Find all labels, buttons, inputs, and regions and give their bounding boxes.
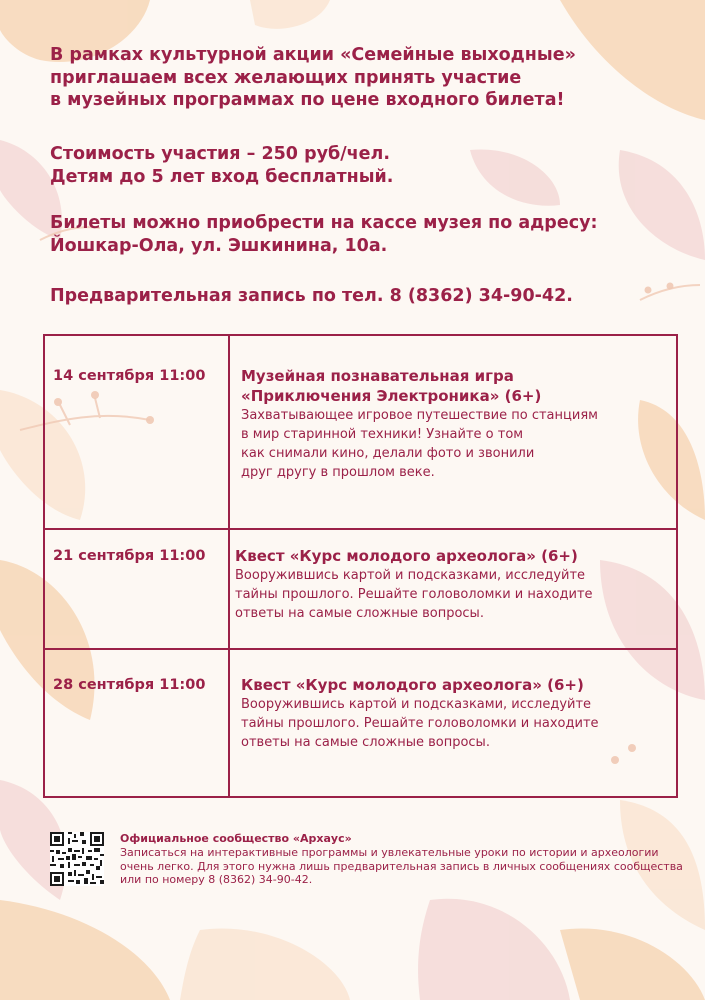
intro-line: В рамках культурной акции «Семейные выходные» <box>50 45 576 65</box>
community-text <box>120 846 690 887</box>
community-text-line: Записаться на интерактивные программы и увлекательные уроки по истории и археологии <box>120 846 659 859</box>
intro-line: Детям до 5 лет вход бесплатный. <box>50 166 394 187</box>
community-info <box>120 832 690 887</box>
event-description-line: Вооружившись картой и подсказками, исследуйте <box>241 697 592 712</box>
event-description <box>241 695 671 752</box>
intro-line: приглашаем всех желающих принять участие <box>50 67 522 88</box>
event-description-line: в мир старинной техники! Узнайте о том <box>241 427 524 442</box>
intro-line: Предварительная запись по тел. 8 (8362) 34-90-42. <box>50 286 573 306</box>
event-date: 14 сентября 11:00 <box>53 368 206 384</box>
event-description <box>235 566 665 623</box>
intro-paragraph-price <box>50 143 393 188</box>
event-date: 28 сентября 11:00 <box>53 677 206 693</box>
intro-line: Билеты можно приобрести на кассе музея по адресу: <box>50 213 598 233</box>
intro-paragraph-tickets <box>50 212 597 257</box>
event-title <box>235 546 665 566</box>
event-description-line: тайны прошлого. Решайте головоломки и находите <box>235 587 593 602</box>
event-description-line: тайны прошлого. Решайте головоломки и находите <box>241 716 599 731</box>
event-description-line: ответы на самые сложные вопросы. <box>235 606 484 621</box>
event-title-line: Квест «Курс молодого археолога» (6+) <box>235 547 578 565</box>
event-description-line: Захватывающее игровое путешествие по станциям <box>241 408 598 423</box>
schedule-row <box>45 530 676 650</box>
schedule-row <box>45 336 676 530</box>
intro-paragraph-phone <box>50 285 573 308</box>
community-title: Официальное сообщество «Архаус» <box>120 832 352 845</box>
event-title <box>241 675 671 695</box>
event-description-line: друг другу в прошлом веке. <box>241 465 435 480</box>
schedule-row <box>45 650 676 796</box>
event-description-line: ответы на самые сложные вопросы. <box>241 735 490 750</box>
event-info <box>235 546 665 623</box>
event-description-line: как снимали кино, делали фото и звонили <box>241 446 535 461</box>
schedule-table <box>43 334 678 798</box>
intro-line: Йошкар-Ола, ул. Эшкинина, 10а. <box>50 235 388 256</box>
event-title-line: Музейная познавательная игра <box>241 367 514 385</box>
event-date: 21 сентября 11:00 <box>53 548 206 564</box>
event-info <box>241 675 671 752</box>
event-info <box>241 366 671 482</box>
intro-line: в музейных программах по цене входного билета! <box>50 90 565 110</box>
community-text-line: или по номеру 8 (8362) 34-90-42. <box>120 873 313 886</box>
event-description-line: Вооружившись картой и подсказками, исследуйте <box>235 568 586 583</box>
intro-paragraph-invitation <box>50 44 576 112</box>
qr-code-icon[interactable] <box>50 832 104 886</box>
event-description <box>241 406 671 482</box>
intro-line: Стоимость участия – 250 руб/чел. <box>50 144 390 164</box>
community-text-line: очень легко. Для этого нужна лишь предварительная запись в личных сообщениях сообщества <box>120 859 683 873</box>
event-title-line: Квест «Курс молодого археолога» (6+) <box>241 676 584 694</box>
event-title <box>241 366 671 406</box>
event-title-line: «Приключения Электроника» (6+) <box>241 387 542 405</box>
